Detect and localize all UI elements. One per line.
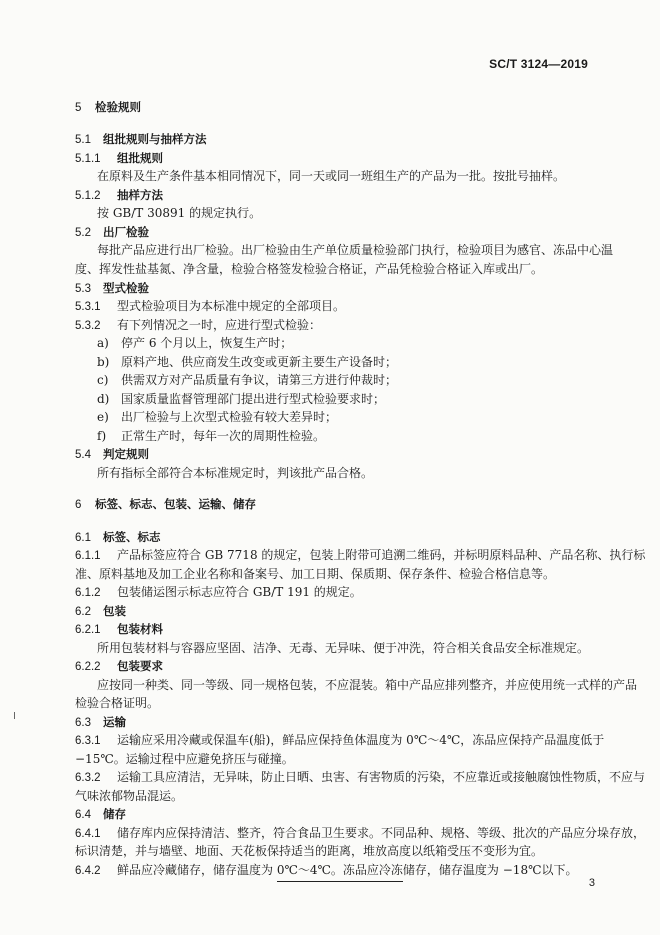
section-6-2-1-text: 所用包装材料与容器应坚固、洁净、无毒、无异味、便于冲洗，符合相关食品安全标准规定。 (97, 641, 590, 655)
list-item: f) 正常生产时，每年一次的周期性检验。 (97, 429, 326, 443)
section-6-4-1: 6.4.1 储存库内应保持清洁、整齐，符合食品卫生要求。不同品种、规格、等级、批次的产品应分垛存放， (75, 826, 646, 840)
section-5-1-2-text: 按 GB/T 30891 的规定执行。 (97, 206, 262, 220)
list-item: d) 国家质量监督管理部门提出进行型式检验要求时； (97, 392, 386, 406)
section-6-3-heading: 6.3 运输 (75, 715, 126, 729)
section-5-3-2: 5.3.2 有下列情况之一时，应进行型式检验： (75, 318, 322, 332)
page-number: 3 (588, 877, 595, 889)
standard-code: SC/T 3124—2019 (489, 57, 588, 71)
section-5-2-text-line-1: 每批产品应进行出厂检验。出厂检验由生产单位质量检验部门执行，检验项目为感官、冻品中心温 (97, 243, 614, 257)
section-5-4-text: 所有指标全部符合本标准规定时，判该批产品合格。 (97, 466, 374, 480)
section-6-heading: 6 标签、标志、包装、运输、储存 (75, 497, 256, 511)
list-item: b) 原料产地、供应商发生改变或更新主要生产设备时； (97, 355, 398, 369)
section-5-2-heading: 5.2 出厂检验 (75, 225, 149, 239)
section-5-1-1-text: 在原料及生产条件基本相同情况下，同一天或同一班组生产的产品为一批。按批号抽样。 (97, 169, 566, 183)
section-6-2-2-line-1: 应按同一种类、同一等级、同一规格包装，不应混装。箱中产品应排列整齐，并应使用统一式样的产品 (97, 678, 638, 692)
section-5-heading: 5 检验规则 (75, 100, 141, 114)
section-6-3-2-line-2: 气味浓郁物品混运。 (75, 789, 184, 803)
section-6-4-1-line-2: 标识清楚，并与墙壁、地面、天花板保持适当的距离，堆放高度以纸箱受压不变形为宜。 (75, 844, 544, 858)
footer-rule (277, 881, 403, 882)
section-5-1-heading: 5.1 组批规则与抽样方法 (75, 132, 207, 146)
list-item: e) 出厂检验与上次型式检验有较大差异时； (97, 410, 338, 424)
section-6-1-1: 6.1.1 产品标签应符合 GB 7718 的规定，包装上附带可追溯二维码，并标明原料品种、产品名称、执行标 (75, 548, 646, 562)
section-5-2-text-line-2: 度、挥发性盐基氮、净含量，检验合格签发检验合格证，产品凭检验合格证入库或出厂。 (75, 262, 544, 276)
scan-mark (14, 712, 15, 719)
section-6-4-2: 6.4.2 鲜品应冷藏储存，储存温度为 0℃～4℃。冻品应冷冻储存，储存温度为 −18℃以下。 (75, 862, 595, 879)
section-5-1-1-heading: 5.1.1 组批规则 (75, 151, 163, 165)
section-6-2-2-heading: 6.2.2 包装要求 (75, 659, 163, 673)
section-6-1-heading: 6.1 标签、标志 (75, 530, 161, 544)
section-5-3-heading: 5.3 型式检验 (75, 281, 149, 295)
section-6-2-heading: 6.2 包装 (75, 604, 126, 618)
section-6-1-2: 6.1.2 包装储运图示标志应符合 GB/T 191 的规定。 (75, 585, 362, 599)
section-5-4-heading: 5.4 判定规则 (75, 447, 149, 461)
section-6-3-1: 6.3.1 运输应采用冷藏或保温车(船)，鲜品应保持鱼体温度为 0℃～4℃，冻品应保持产品温度低于 (75, 733, 605, 747)
section-6-2-1-heading: 6.2.1 包装材料 (75, 622, 163, 636)
section-6-2-2-line-2: 检验合格证明。 (75, 696, 160, 710)
section-6-3-2: 6.3.2 运输工具应清洁，无异味，防止日晒、虫害、有害物质的污染，不应靠近或接触腐蚀性物质，不应与 (75, 770, 646, 784)
section-6-1-1-line-2: 准、原料基地及加工企业名称和备案号、加工日期、保质期、保存条件、检验合格信息等。 (75, 567, 556, 581)
list-item: c) 供需双方对产品质量有争议，请第三方进行仲裁时； (97, 373, 398, 387)
section-6-4-heading: 6.4 储存 (75, 807, 126, 821)
section-5-1-2-heading: 5.1.2 抽样方法 (75, 188, 163, 202)
section-5-3-1: 5.3.1 型式检验项目为本标准中规定的全部项目。 (75, 299, 346, 313)
list-item: a) 停产 6 个月以上，恢复生产时； (97, 336, 293, 350)
section-6-3-1-line-2: −15℃。运输过程中应避免挤压与碰撞。 (75, 752, 294, 766)
